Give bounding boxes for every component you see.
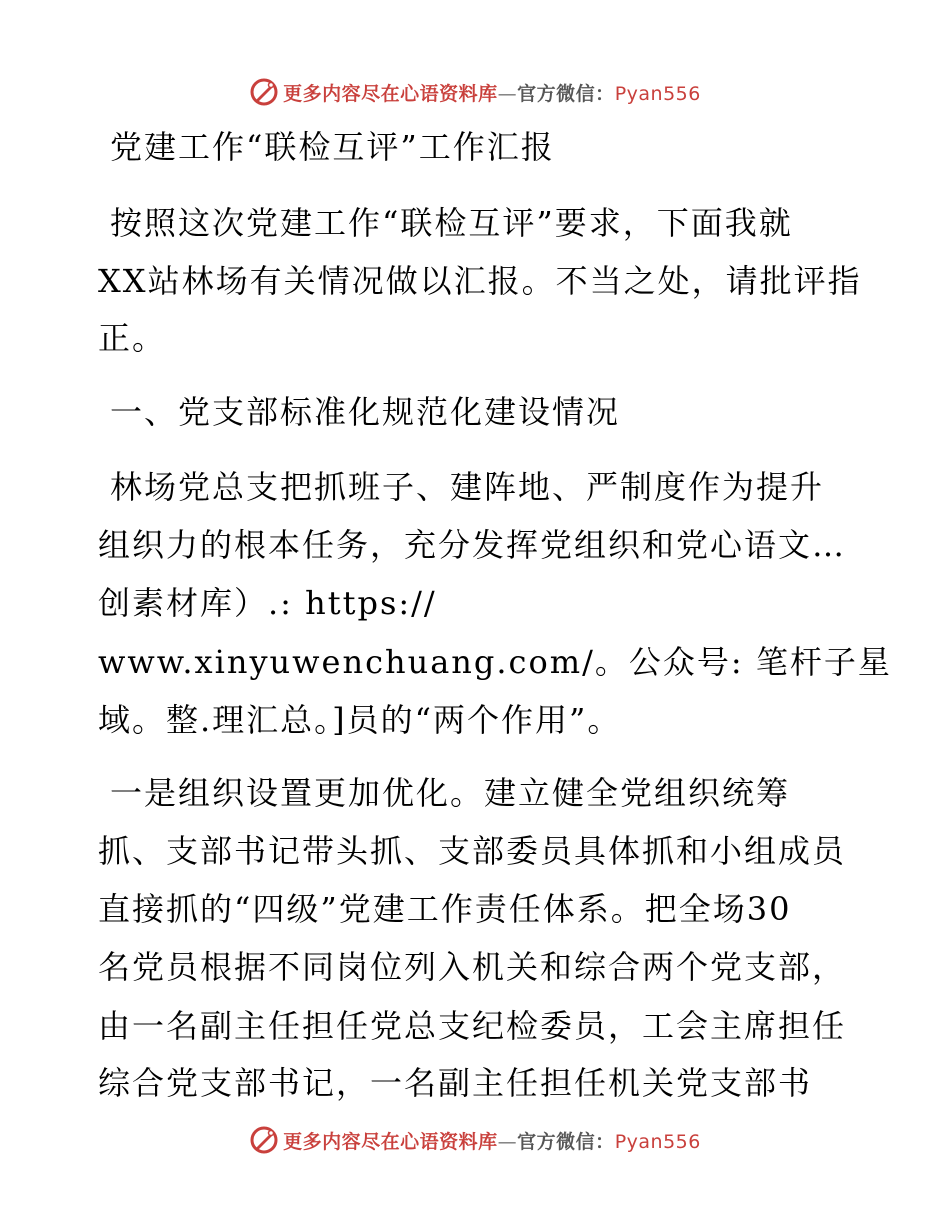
watermark-header — [0, 72, 950, 112]
paragraph-line: 名党员根据不同岗位列入机关和综合两个党支部， — [98, 948, 847, 986]
paragraph-line: 域。整.理汇总。]员的“两个作用”。 — [98, 701, 622, 739]
paragraph-line: 按照这次党建工作“联检互评”要求，下面我就 — [110, 204, 793, 242]
watermark-text: 更多内容尽在心语资料库—官方微信：Pyan556 — [283, 1130, 701, 1153]
document-title: 党建工作“联检互评”工作汇报 — [110, 128, 555, 166]
paragraph-line: 创素材库）.: https:// — [98, 584, 437, 622]
quill-seal-icon — [249, 1125, 279, 1155]
section-heading: 一、党支部标准化规范化建设情况 — [110, 393, 621, 431]
paragraph-line: 一是组织设置更加优化。建立健全党组织统筹 — [110, 774, 791, 812]
quill-seal-icon — [249, 77, 279, 107]
paragraph-line: 直接抓的“四级”党建工作责任体系。把全场30 — [98, 890, 792, 928]
paragraph-line: 林场党总支把抓班子、建阵地、严制度作为提升 — [110, 468, 825, 506]
paragraph-line: 综合党支部书记，一名副主任担任机关党支部书 — [98, 1064, 813, 1102]
paragraph-line: 由一名副主任担任党总支纪检委员，工会主席担任 — [98, 1007, 847, 1045]
paragraph-line: www.xinyuwenchuang.com/。公众号: 笔杆子星 — [98, 643, 892, 681]
paragraph-line: 组织力的根本任务，充分发挥党组织和党心语文… — [98, 526, 847, 564]
paragraph-line: 抓、支部书记带头抓、支部委员具体抓和小组成员 — [98, 832, 847, 870]
watermark-footer — [0, 1120, 950, 1160]
paragraph-line: 正。 — [98, 319, 167, 357]
paragraph-line: XX站林场有关情况做以汇报。不当之处，请批评指 — [98, 262, 862, 300]
watermark-text: 更多内容尽在心语资料库—官方微信：Pyan556 — [283, 82, 701, 105]
